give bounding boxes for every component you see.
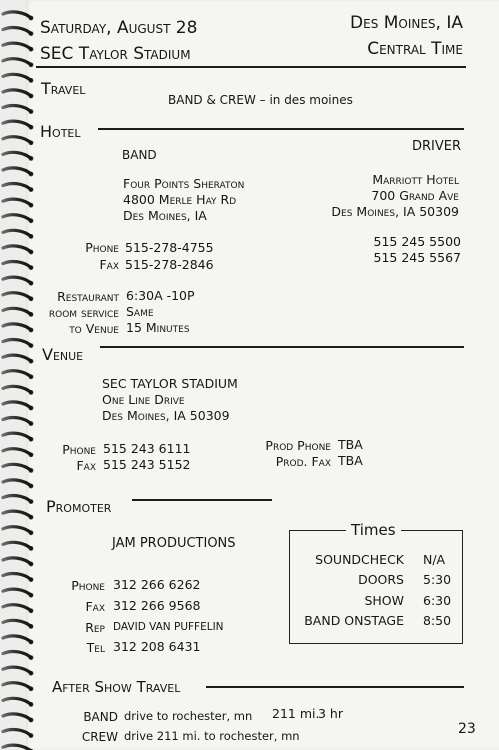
times-label-show: SHOW xyxy=(364,593,404,608)
room-service-hours: Same xyxy=(126,304,154,319)
after-show-divider xyxy=(206,686,464,688)
venue-fax-label: Fax xyxy=(76,458,96,473)
spiral-coil xyxy=(3,340,31,346)
spiral-binding xyxy=(0,0,40,750)
band-hotel-name: Four Points Sheraton xyxy=(123,176,245,191)
prod-phone: TBA xyxy=(338,437,363,452)
hotel-divider xyxy=(98,128,464,130)
spiral-coil xyxy=(3,199,31,205)
venue-phone: 515 243 6111 xyxy=(103,441,191,456)
driver-hotel-phone: 515 245 5500 xyxy=(373,234,461,249)
timezone: Central Time xyxy=(367,39,463,59)
spiral-coil xyxy=(3,386,31,392)
promoter-fax: 312 266 9568 xyxy=(113,598,201,613)
promoter-tel-label: Tel xyxy=(86,640,105,655)
venue-city: Des Moines, IA 50309 xyxy=(102,408,230,423)
to-venue-time: 15 Minutes xyxy=(126,320,190,335)
itinerary-page xyxy=(26,0,499,750)
promoter-heading: Promoter xyxy=(46,497,112,516)
venue-phone-label: Phone xyxy=(62,442,96,457)
spiral-coil xyxy=(3,324,31,330)
hotel-driver-label: DRIVER xyxy=(411,139,461,154)
venue-name-header: SEC Taylor Stadium xyxy=(40,44,191,64)
spiral-coil xyxy=(3,496,31,502)
date: Saturday, August 28 xyxy=(40,18,198,38)
promoter-rep-label: Rep xyxy=(85,620,105,635)
spiral-coil xyxy=(3,418,31,424)
venue-address: One Line Drive xyxy=(102,392,185,407)
after-show-heading: After Show Travel xyxy=(52,678,181,696)
promoter-divider xyxy=(132,499,272,501)
hotel-heading: Hotel xyxy=(40,122,81,141)
spiral-coil xyxy=(3,464,31,470)
spiral-coil xyxy=(3,527,31,533)
after-show-crew-text: drive 211 mi. to rochester, mn xyxy=(124,729,300,743)
spiral-coil xyxy=(3,277,31,283)
promoter-phone-label: Phone xyxy=(71,578,105,593)
spiral-coil xyxy=(3,433,31,439)
spiral-coil xyxy=(3,106,31,112)
band-hotel-fax: 515-278-2846 xyxy=(125,257,214,272)
spiral-coil xyxy=(3,59,31,65)
after-show-band-miles: 211 mi. xyxy=(272,706,320,721)
times-label-doors: DOORS xyxy=(358,572,404,587)
times-value-doors: 5:30 xyxy=(423,572,452,587)
times-value-band-onstage: 8:50 xyxy=(423,613,452,628)
band-hotel-fax-label: Fax xyxy=(99,257,119,272)
driver-hotel-name: Marriott Hotel xyxy=(372,172,459,187)
spiral-coil xyxy=(3,371,31,377)
venue-heading: Venue xyxy=(42,345,84,364)
spiral-coil xyxy=(3,168,31,174)
spiral-coil xyxy=(3,605,31,611)
promoter-phone: 312 266 6262 xyxy=(113,577,201,592)
spiral-coil xyxy=(3,558,31,564)
spiral-coil xyxy=(3,152,31,158)
spiral-coil xyxy=(3,542,31,548)
spiral-coil xyxy=(3,262,31,268)
spiral-coil xyxy=(3,90,31,96)
band-hotel-address: 4800 Merle Hay Rd xyxy=(123,192,237,207)
city: Des Moines, IA xyxy=(350,13,463,33)
spiral-coil xyxy=(3,184,31,190)
spiral-coil xyxy=(3,636,31,642)
spiral-coil xyxy=(3,74,31,80)
promoter-fax-label: Fax xyxy=(85,599,105,614)
times-label-band-onstage: BAND ONSTAGE xyxy=(304,613,404,628)
after-show-crew-label: CREW xyxy=(81,730,118,744)
promoter-rep: DAVID VAN PUFFELIN xyxy=(113,621,224,633)
prod-phone-label: Prod Phone xyxy=(265,438,331,453)
spiral-coil xyxy=(3,714,31,720)
band-hotel-phone-label: Phone xyxy=(85,240,119,255)
driver-hotel-fax: 515 245 5567 xyxy=(373,250,461,265)
page-number: 23 xyxy=(458,721,476,737)
after-show-band-text: drive to rochester, mn xyxy=(124,709,253,723)
restaurant-label: Restaurant xyxy=(57,289,119,304)
spiral-coil xyxy=(3,698,31,704)
spiral-coil xyxy=(3,230,31,236)
spiral-coil xyxy=(3,355,31,361)
after-show-band-label: BAND xyxy=(83,710,118,724)
spiral-coil xyxy=(3,589,31,595)
band-hotel-phone: 515-278-4755 xyxy=(125,240,214,255)
spiral-coil xyxy=(3,652,31,658)
spiral-coil xyxy=(3,137,31,143)
spiral-coil xyxy=(3,667,31,673)
spiral-coil xyxy=(3,574,31,580)
spiral-coil xyxy=(3,293,31,299)
hotel-band-label: BAND xyxy=(122,148,157,162)
travel-heading: Travel xyxy=(41,79,86,98)
spiral-coil xyxy=(3,480,31,486)
venue-name: SEC TAYLOR STADIUM xyxy=(102,376,238,391)
driver-hotel-city: Des Moines, IA 50309 xyxy=(331,204,459,219)
travel-text: BAND & CREW – in des moines xyxy=(168,93,353,107)
spiral-coil xyxy=(3,511,31,517)
venue-divider xyxy=(100,346,464,348)
after-show-band-time: 3 hr xyxy=(318,706,343,721)
spiral-coil xyxy=(3,730,31,736)
spiral-coil xyxy=(3,28,31,34)
times-value-soundcheck: N/A xyxy=(423,552,446,567)
header-divider xyxy=(36,66,466,68)
spiral-coil xyxy=(3,402,31,408)
spiral-coil xyxy=(3,683,31,689)
spiral-coil xyxy=(3,246,31,252)
spiral-coil xyxy=(3,745,31,750)
spiral-coil xyxy=(3,121,31,127)
room-service-label: room service xyxy=(48,305,119,320)
band-hotel-city: Des Moines, IA xyxy=(123,208,207,223)
prod-fax: TBA xyxy=(338,453,363,468)
driver-hotel-address: 700 Grand Ave xyxy=(371,188,459,203)
to-venue-label: to Venue xyxy=(69,321,119,336)
times-label-soundcheck: SOUNDCHECK xyxy=(315,552,404,567)
spiral-coil xyxy=(3,449,31,455)
spiral-coil xyxy=(3,308,31,314)
promoter-name: JAM PRODUCTIONS xyxy=(112,536,236,551)
prod-fax-label: Prod. Fax xyxy=(275,454,331,469)
spiral-coil xyxy=(3,215,31,221)
promoter-tel: 312 208 6431 xyxy=(113,639,201,654)
spiral-coil xyxy=(3,12,31,18)
times-value-show: 6:30 xyxy=(423,593,452,608)
times-heading: Times xyxy=(346,523,401,538)
venue-fax: 515 243 5152 xyxy=(103,457,191,472)
spiral-coil xyxy=(3,620,31,626)
spiral-coil xyxy=(3,43,31,49)
restaurant-hours: 6:30A -10P xyxy=(126,288,195,303)
